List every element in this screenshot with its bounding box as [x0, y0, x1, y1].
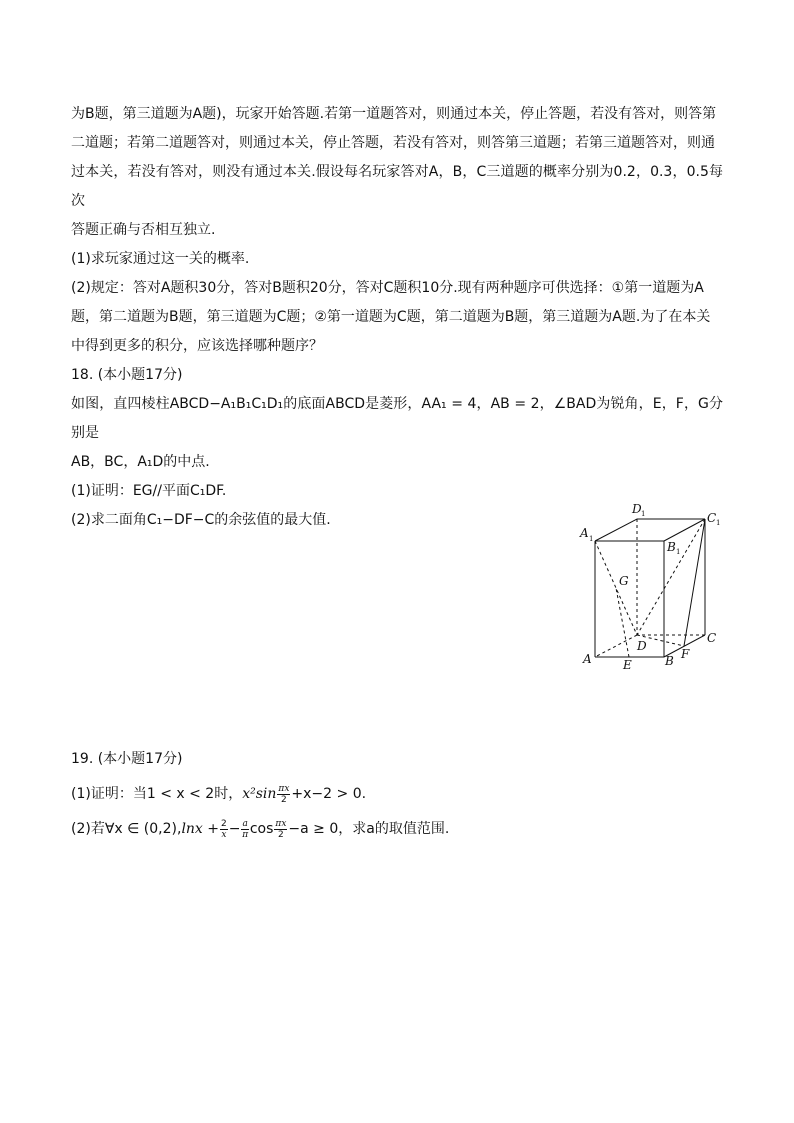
q19-part2-f2-num: a: [242, 818, 248, 829]
q19-part2-fraction-3: [274, 819, 287, 840]
q17-continuation-line1: 为B题，第三道题为A题)，玩家开始答题.若第一道题答对，则通过本关，停止答题，若没有答对，则答第: [71, 106, 717, 122]
q19-part2-f3-den: 2: [278, 829, 284, 840]
q19-header: 19. (本小题17分): [71, 751, 183, 767]
q17-part1: (1)求玩家通过这一关的概率.: [71, 251, 250, 267]
segment-C1-F: [684, 519, 705, 646]
q19-part2-fraction-1: [220, 819, 228, 840]
q19-part2-f1-num: 2: [221, 818, 227, 829]
q17-part2-line1: (2)规定：答对A题积30分，答对B题积20分，答对C题积10分.现有两种题序可供选择：①第一道题为A: [71, 280, 704, 296]
q19-part2-f3-num: πx: [275, 818, 287, 829]
q19-part1-frac-den: 2: [281, 794, 287, 805]
label-D1: D: [632, 502, 642, 516]
q19-part1-frac-num: πx: [278, 783, 290, 794]
edge-D-A: [595, 635, 637, 657]
segment-A1-D: [595, 541, 637, 635]
label-B1: B: [667, 540, 676, 554]
q19-part1-expr-b: +x−2 > 0.: [291, 786, 367, 802]
segment-C1-D: [637, 519, 705, 635]
q19-part2-lnx: lnx +: [181, 821, 220, 837]
q19-part2-cos: cos: [249, 821, 274, 837]
q19-part1-fraction: [277, 784, 290, 805]
label-F: F: [681, 647, 690, 661]
q19-part1-expr-a: x²sin: [242, 786, 277, 802]
exam-page: [71, 100, 723, 844]
q19-part1-prefix: (1)证明：当: [71, 786, 147, 802]
label-G: G: [619, 574, 629, 588]
q17-continuation-line4: 答题正确与否相互独立.: [71, 222, 216, 238]
label-B: B: [665, 654, 674, 668]
q19-part2-f1-den: x: [221, 829, 227, 840]
q19-part1-condition: 1 < x < 2时，: [146, 786, 243, 802]
q18-header: 18. (本小题17分): [71, 367, 183, 383]
label-A1-sub: 1: [589, 535, 594, 543]
q19-part2-minus: −: [228, 821, 241, 837]
q18-part1: (1)证明：EG//平面C₁DF.: [71, 483, 227, 499]
q17-part2-line3: 中得到更多的积分，应该选择哪种题序？: [71, 338, 323, 354]
prism-figure: [577, 497, 727, 677]
segment-E-G: [616, 588, 629, 657]
edge-D1-A1: [595, 519, 637, 541]
q18-stem-line2: AB，BC，A₁D的中点.: [71, 454, 210, 470]
q19-part2: [71, 815, 723, 844]
q17-part2-line2: 题，第二道题为B题，第三道题为C题；②第一道题为C题，第二道题为B题，第三道题为A题.为了在本关: [71, 309, 711, 325]
q19-part2-fraction-2: [241, 819, 248, 840]
q18-stem-line1: 如图，直四棱柱ABCD−A₁B₁C₁D₁的底面ABCD是菱形，AA₁ = 4，AB = 2，∠BAD为锐角，E，F，G分别是: [71, 396, 723, 441]
label-E: E: [623, 658, 632, 672]
q17-continuation-line2: 二道题；若第二道题答对，则通过本关，停止答题，若没有答对，则答第三道题；若第三道题答对，则通: [71, 135, 715, 151]
label-D: D: [637, 639, 647, 653]
q19-part2-prefix: (2)若∀x ∈ (0,2),: [71, 821, 182, 837]
label-B1-sub: 1: [676, 548, 681, 556]
label-D1-sub: 1: [641, 510, 646, 518]
q17-continuation-line3: 过本关，若没有答对，则没有通过本关.假设每名玩家答对A，B，C三道题的概率分别为0.2，0.3，0.5每次: [71, 164, 723, 209]
label-A1: A: [580, 526, 589, 540]
q19-part2-f2-den: π: [242, 829, 249, 840]
label-A: A: [583, 652, 592, 666]
label-C1: C: [707, 511, 717, 525]
q19-part1: [71, 780, 723, 809]
label-C: C: [707, 631, 717, 645]
label-C1-sub: 1: [716, 519, 721, 527]
q18-part2: (2)求二面角C₁−DF−C的余弦值的最大值.: [71, 512, 331, 528]
q19-part2-tail: −a ≥ 0，求a的取值范围.: [288, 821, 450, 837]
